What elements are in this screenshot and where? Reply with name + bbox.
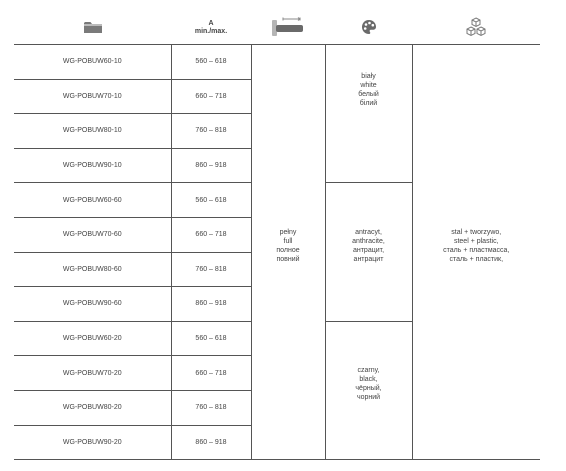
paint-palette-icon <box>360 18 378 39</box>
header-color <box>325 12 412 45</box>
color-black-pl: czarny, <box>357 367 380 375</box>
table-row <box>14 45 540 80</box>
color-black-ua: чорний <box>356 394 381 402</box>
material-en: steel + plastic, <box>453 238 499 246</box>
color-white-pl: biały <box>361 72 376 80</box>
header-dimension-a <box>171 12 251 45</box>
dimension-range: 760 – 818 <box>171 252 251 287</box>
color-cell-black <box>325 321 412 459</box>
product-code: WG-POBUW70-10 <box>14 79 171 114</box>
color-black-ru: чёрный, <box>355 385 382 393</box>
extension-ua: повний <box>276 256 300 264</box>
product-spec-table <box>14 12 540 460</box>
material-ua: сталь + пластик, <box>449 256 504 264</box>
product-code: WG-POBUW60-10 <box>14 45 171 80</box>
product-code: WG-POBUW80-10 <box>14 114 171 149</box>
product-code: WG-POBUW90-60 <box>14 287 171 322</box>
product-code: WG-POBUW60-20 <box>14 321 171 356</box>
header-minmax-label: min./max. <box>194 28 228 35</box>
product-code: WG-POBUW90-10 <box>14 148 171 183</box>
folder-icon <box>83 20 103 37</box>
dimension-range: 760 – 818 <box>171 114 251 149</box>
extension-en: full <box>283 238 293 246</box>
dimension-range: 560 – 618 <box>171 321 251 356</box>
color-anthracite-en: anthracite, <box>352 238 385 246</box>
dimension-range: 660 – 718 <box>171 356 251 391</box>
material-pl: stal + tworzywo, <box>451 229 502 237</box>
product-code: WG-POBUW80-60 <box>14 252 171 287</box>
material-cubes-icon <box>465 17 487 40</box>
table-header-row <box>14 12 540 45</box>
product-code: WG-POBUW60-60 <box>14 183 171 218</box>
header-extension <box>251 12 325 45</box>
drawer-extension-icon <box>270 16 306 41</box>
dimension-range: 860 – 918 <box>171 287 251 322</box>
extension-ru: полное <box>276 247 300 255</box>
dimension-range: 760 – 818 <box>171 390 251 425</box>
product-code: WG-POBUW80-20 <box>14 390 171 425</box>
dimension-range: 860 – 918 <box>171 425 251 460</box>
color-cell-anthracite <box>325 183 412 321</box>
header-a-label: A <box>208 20 214 27</box>
color-anthracite-ua: антрацит <box>353 256 384 264</box>
color-anthracite-ru: антрацит, <box>352 247 385 255</box>
color-white-ua: білий <box>359 99 378 107</box>
dimension-range: 660 – 718 <box>171 79 251 114</box>
material-ru: сталь + пластмасса, <box>443 247 510 255</box>
dimension-range: 560 – 618 <box>171 183 251 218</box>
header-product-code <box>14 12 171 45</box>
material-cell <box>412 45 540 460</box>
product-code: WG-POBUW70-20 <box>14 356 171 391</box>
header-material <box>412 12 540 45</box>
color-anthracite-pl: antracyt, <box>355 229 382 237</box>
color-cell-white <box>325 45 412 183</box>
color-white-ru: белый <box>358 90 379 98</box>
product-code: WG-POBUW90-20 <box>14 425 171 460</box>
extension-pl: pełny <box>279 229 297 237</box>
color-black-en: black, <box>359 376 378 384</box>
dimension-range: 560 – 618 <box>171 45 251 80</box>
extension-cell <box>251 45 325 460</box>
color-white-en: white <box>360 81 377 89</box>
dimension-range: 860 – 918 <box>171 148 251 183</box>
dimension-range: 660 – 718 <box>171 217 251 252</box>
product-code: WG-POBUW70-60 <box>14 217 171 252</box>
